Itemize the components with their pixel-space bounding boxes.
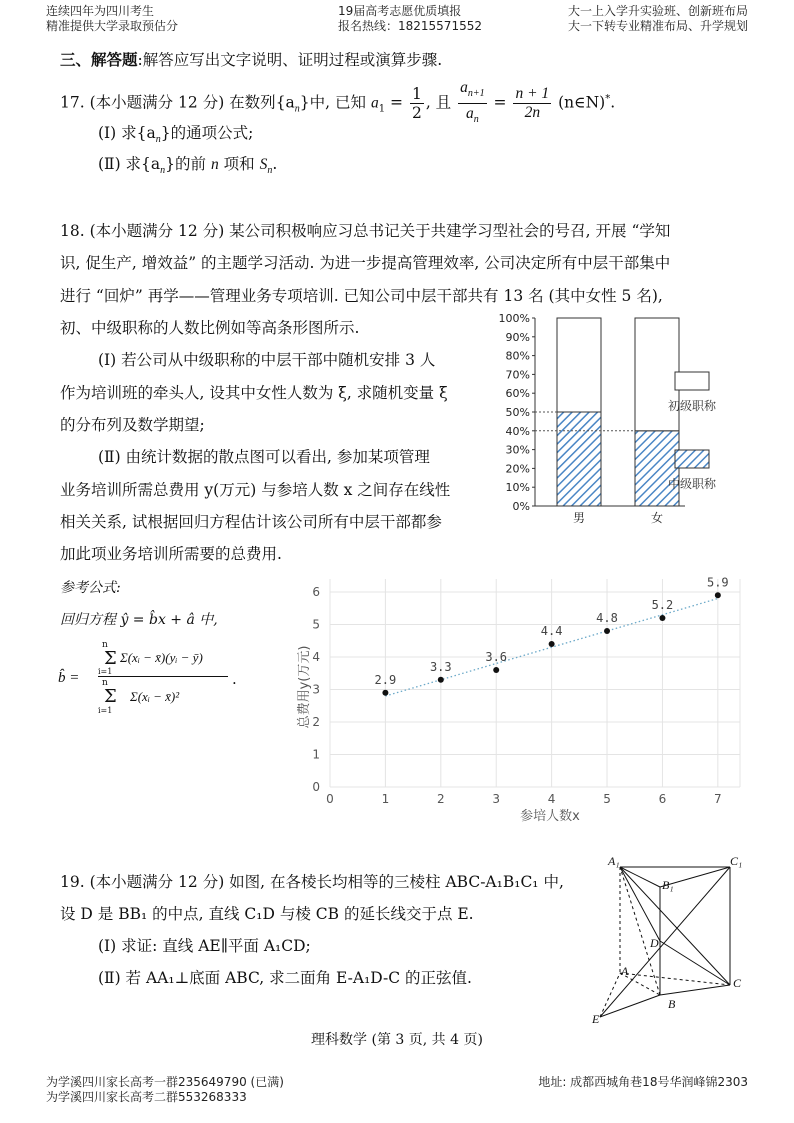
scatter-x-tick-label: 3 xyxy=(492,792,501,806)
header-left xyxy=(46,4,178,34)
scatter-x-tick-label: 6 xyxy=(658,792,667,806)
ref-end: . xyxy=(232,670,237,688)
q18-line4: 初、中级职称的人数比例如等高条形图所示. xyxy=(60,319,360,337)
scatter-y-tick-label: 6 xyxy=(312,585,320,599)
q17-domain: (n∈N) xyxy=(553,93,606,112)
scatter-y-tick-label: 2 xyxy=(312,715,320,729)
scatter-point xyxy=(549,641,555,647)
q17-ratio-den-sub: n xyxy=(473,114,479,126)
scatter-x-tick-label: 4 xyxy=(547,792,556,806)
bar-mid-segment xyxy=(635,431,679,506)
ref-sum-top-2: n xyxy=(102,678,108,688)
scatter-x-tick-label: 7 xyxy=(714,792,722,806)
sigma-icon: Σ xyxy=(104,648,117,669)
scatter-y-tick-label: 3 xyxy=(312,682,320,697)
section-heading: 三、解答题 xyxy=(60,50,138,69)
scatter-x-label: 参培人数x xyxy=(520,809,580,824)
scatter-y-tick-label: 4 xyxy=(312,650,320,664)
q17-p2-sub: n xyxy=(160,165,166,177)
bar-y-tick-label: 60% xyxy=(505,387,530,401)
bar-y-tick-label: 50% xyxy=(505,406,530,419)
header-right xyxy=(568,4,748,34)
q18-line1: 18. (本小题满分 12 分) 某公司积极响应习总书记关于共建学习型社会的号召, 开展 “学知 xyxy=(60,222,671,240)
q17-seq-sub: n xyxy=(294,103,300,115)
q17-half-num: 1 xyxy=(411,85,422,104)
label-A1: A₁ xyxy=(608,854,620,868)
q18-part2-line2: 业务培训所需总费用 y(万元) 与参培人数 x 之间存在线性 xyxy=(60,481,451,499)
q17-stem: 17. (本小题满分 12 分) 在数列$\{a_n\}$中, 已知 $a_1$ = $\frac{1}{2}$ , 且 $\frac{a_{n+1}}{a_n}$ = $\frac{n + 1}{2n}$ (n∈N)*. xyxy=(60,78,615,130)
q17-p1-b: }的通项公式; xyxy=(160,124,254,142)
scatter-y-tick-label: 1 xyxy=(312,747,320,762)
q17-a1-sub: 1 xyxy=(378,103,386,115)
q17-part2 xyxy=(98,154,277,181)
bar-y-tick-label: 70% xyxy=(505,368,530,382)
q17-p2-d: . xyxy=(272,155,278,173)
label-C1: C₁ xyxy=(730,854,743,868)
q17-rhs-num: n + 1 xyxy=(515,85,550,103)
bar-y-tick-label: 100% xyxy=(498,312,530,325)
label-B: B xyxy=(668,997,676,1011)
scatter-point-label: 4.4 xyxy=(540,624,563,638)
bar-mid-segment xyxy=(557,412,601,506)
bar-y-tick-label: 90% xyxy=(505,330,530,344)
footer-left xyxy=(46,1075,284,1105)
ref-sum-bot-1: i=1 xyxy=(98,667,113,676)
ref-denominator: Σ(xᵢ − x̄)² xyxy=(130,689,180,704)
scatter-point-label: 4.8 xyxy=(596,611,618,625)
header-left-line2: 精准提供大学录取预估分 xyxy=(46,19,179,33)
q17-p2-S-sub: n xyxy=(267,165,273,177)
scatter-point xyxy=(493,667,499,673)
q18-line2: 识, 促生产, 增效益” 的主题学习活动. 为进一步提高管理效率, 公司决定所有中层干部集中 xyxy=(60,254,671,272)
bar-junior-segment xyxy=(635,318,679,431)
q17-part1 xyxy=(98,123,253,150)
scatter-point xyxy=(438,677,444,683)
q18-part2-line1: (Ⅱ) 由统计数据的散点图可以看出, 参加某项管理 xyxy=(98,448,430,466)
bar-category-label: 女 xyxy=(650,511,664,525)
scatter-point-label: 5.2 xyxy=(651,598,674,612)
scatter-point xyxy=(659,615,665,621)
scatter-point xyxy=(715,592,721,598)
q17-ratio-den: a xyxy=(465,105,474,123)
footer-right: 地址: 成都西城角巷18号华润峰锦2303 xyxy=(538,1075,748,1089)
q17-mid: 中, 已知 xyxy=(309,93,367,112)
ref-regression-line: 回归方程 ŷ = b̂x + â 中, xyxy=(60,612,218,628)
scatter-x-tick-label: 1 xyxy=(381,792,390,806)
q17-p2-S: S xyxy=(259,156,268,173)
q17-half-den: 2 xyxy=(411,104,422,123)
scatter-y-tick-label: 0 xyxy=(312,780,320,794)
bar-chart xyxy=(495,310,755,535)
header-middle xyxy=(338,4,482,34)
bar-y-tick-label: 40% xyxy=(505,424,530,438)
prism-figure xyxy=(590,855,750,1025)
q18-line3: 进行 “回炉” 再学——管理业务专项培训. 已知公司中层干部共有 13 名 (其中女性 5 名), xyxy=(60,287,663,305)
q17-seq: {a xyxy=(275,93,295,112)
section-description: :解答应写出文字说明、证明过程或演算步骤. xyxy=(137,51,443,69)
q18-part2-line3: 相关关系, 试根据回归方程估计该公司所有中层干部都参 xyxy=(60,513,442,531)
header-left-line1: 连续四年为四川考生 xyxy=(46,4,155,18)
legend-label: 中级职称 xyxy=(667,477,717,491)
q17-p2-a: (Ⅱ) 求{a xyxy=(98,155,161,173)
scatter-point xyxy=(382,690,388,696)
fraction-bar xyxy=(98,676,228,677)
q18-part1-line1: (Ⅰ) 若公司从中级职称的中层干部中随机安排 3 人 xyxy=(98,351,436,369)
header-mid-line2: 报名热线：18215571552 xyxy=(338,19,482,33)
label-B1: B₁ xyxy=(662,878,674,892)
q17-domain-end: . xyxy=(610,93,616,112)
q18-part1-line3: 的分布列及数学期望; xyxy=(60,416,205,434)
bar-y-tick-label: 80% xyxy=(505,349,530,363)
legend-label: 初级职称 xyxy=(667,399,717,413)
scatter-x-tick-label: 0 xyxy=(326,792,334,806)
q17-ratio-fraction xyxy=(458,78,487,129)
label-D: D xyxy=(650,936,659,950)
q19-part1: (Ⅰ) 求证: 直线 AE∥平面 A₁CD; xyxy=(98,937,311,955)
ref-sum-bot-2: i=1 xyxy=(98,706,113,715)
q17-ratio-num-sub: n+1 xyxy=(467,88,485,100)
q17-p1-a: (Ⅰ) 求{a xyxy=(98,124,156,142)
ref-numerator: Σ(xᵢ − x̄)(yᵢ − ȳ) xyxy=(120,650,203,665)
sigma-icon: Σ xyxy=(104,686,117,707)
header-right-line1: 大一上入学升实验班、创新班布局 xyxy=(567,4,748,18)
legend-swatch xyxy=(675,450,709,468)
q17-p2-b: }的前 xyxy=(165,155,211,173)
section-title xyxy=(60,50,442,70)
q17-eq: = xyxy=(385,93,408,112)
bar-y-tick-label: 10% xyxy=(505,481,530,495)
bar-x-labels xyxy=(573,511,663,525)
ref-b-formula xyxy=(58,640,238,725)
q19-line1: 19. (本小题满分 12 分) 如图, 在各棱长均相等的三棱柱 ABC-A₁B₁C₁ 中, xyxy=(60,873,564,891)
bar-y-tick-label: 0% xyxy=(512,500,530,513)
bar-y-tick-label: 20% xyxy=(505,462,530,476)
scatter-point-label: 3.6 xyxy=(485,650,508,664)
q18-part1-line2: 作为培训班的牵头人, 设其中女性人数为 ξ, 求随机变量 ξ xyxy=(60,384,448,402)
footer-left-line1: 为学溪四川家长高考一群235649790 (已满) xyxy=(46,1075,284,1089)
scatter-chart xyxy=(297,565,750,830)
scatter-y-label: 总费用y(万元) xyxy=(297,645,312,729)
label-A: A xyxy=(621,964,629,978)
scatter-point-label: 2.9 xyxy=(374,672,397,687)
q17-half-fraction xyxy=(410,85,424,122)
q17-p2-n: n xyxy=(210,156,219,173)
q17-p2-c: 项和 xyxy=(218,155,260,173)
scatter-x-tick-label: 2 xyxy=(436,792,445,806)
q17-ratio-num: a xyxy=(460,79,468,96)
scatter-x-tick-label: 5 xyxy=(603,792,611,806)
legend-swatch xyxy=(675,372,709,390)
scatter-point-label: 5.9 xyxy=(706,575,729,590)
q17-rhs-fraction xyxy=(513,85,551,122)
scatter-point-label: 3.3 xyxy=(429,659,452,674)
q17-seq-end: } xyxy=(299,93,310,112)
footer-left-line2: 为学溪四川家长高考二群553268333 xyxy=(46,1090,247,1104)
label-C: C xyxy=(733,976,742,990)
q17-p1-sub: n xyxy=(155,134,161,146)
bar-category-label: 男 xyxy=(572,511,586,525)
q18-part2-line4: 加此项业务培训所需要的总费用. xyxy=(60,545,282,563)
q17-rhs-den: 2n xyxy=(524,104,541,122)
ref-sum-top-1: n xyxy=(102,640,108,650)
q17-and: , 且 xyxy=(425,93,452,112)
q17-a1: a xyxy=(370,94,379,112)
bar-y-tick-label: 30% xyxy=(505,443,530,457)
header-right-line2: 大一下转专业精准布局、升学规划 xyxy=(567,19,748,33)
q19-line2: 设 D 是 BB₁ 的中点, 直线 C₁D 与棱 CB 的延长线交于点 E. xyxy=(60,905,474,923)
bar-series xyxy=(535,318,679,506)
label-E: E xyxy=(592,1012,600,1026)
ref-b-hat: b̂ = xyxy=(58,670,80,686)
bar-junior-segment xyxy=(557,318,601,412)
ref-title: 参考公式: xyxy=(60,580,121,596)
header-mid-line1: 19届高考志愿优质填报 xyxy=(338,4,462,18)
q17-domain-sup: * xyxy=(605,93,611,105)
scatter-point xyxy=(604,628,610,634)
page-number: 理科数学 (第 3 页, 共 4 页) xyxy=(311,1032,483,1048)
q19-part2: (Ⅱ) 若 AA₁⊥底面 ABC, 求二面角 E-A₁D-C 的正弦值. xyxy=(98,969,472,987)
scatter-y-tick-label: 5 xyxy=(312,617,320,632)
q17-head: 17. (本小题满分 12 分) 在数列 xyxy=(60,93,276,112)
